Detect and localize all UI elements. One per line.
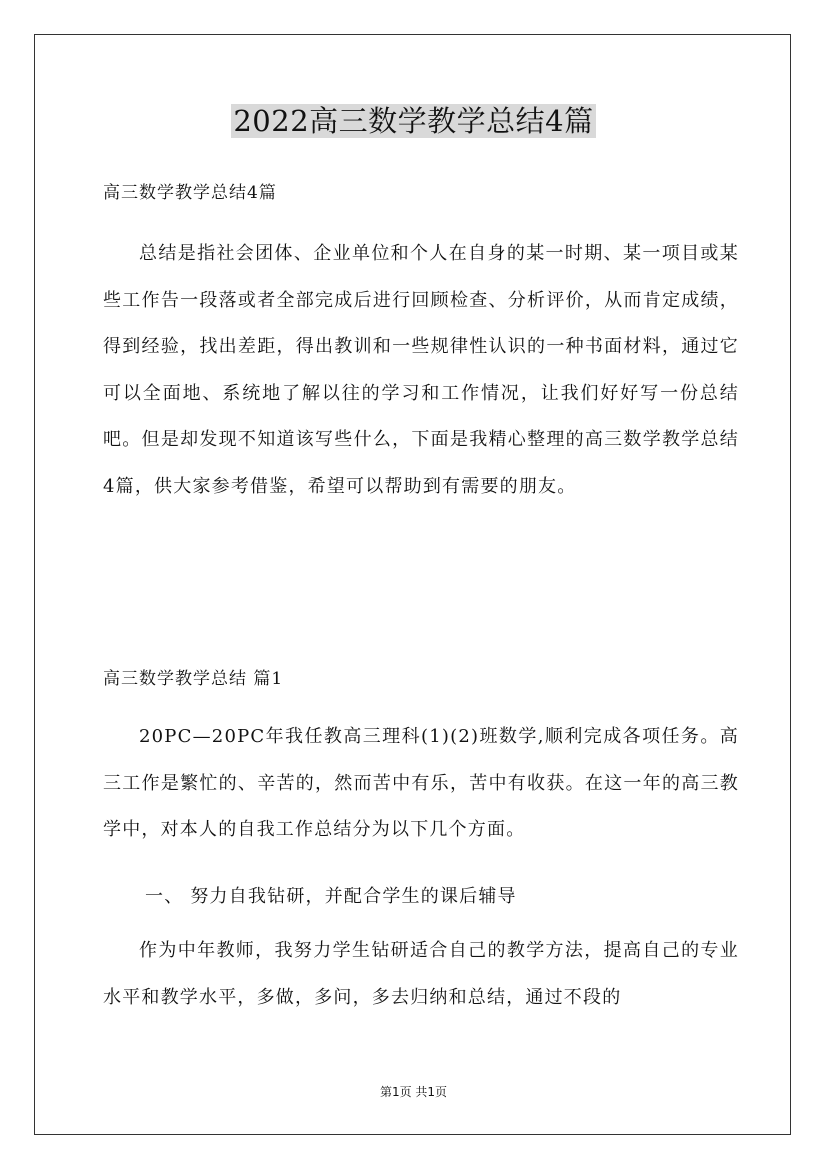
- section-paragraph: 20PC—20PC年我任教高三理科(1)(2)班数学,顺利完成各项任务。高三工作是繁忙的、辛苦的，然而苦中有乐，苦中有收获。在这一年的高三教学中，对本人的自我工作总结分为以下几个方面。: [103, 726, 739, 841]
- section-paragraph-continued: 作为中年教师，我努力学生钻研适合自己的教学方法，提高自己的专业水平和教学水平，多做，多问，多去归纳和总结，通过不段的: [103, 940, 739, 1008]
- point-heading: 一、 努力自我钻研，并配合学生的课后辅导: [145, 886, 517, 907]
- section-heading: 高三数学教学总结 篇1: [103, 669, 284, 689]
- document-title-text: 2022高三数学教学总结4篇: [233, 104, 594, 138]
- document-subtitle: 高三数学教学总结4篇: [103, 183, 277, 203]
- document-title: [0, 101, 827, 141]
- intro-paragraph: 总结是指社会团体、企业单位和个人在自身的某一时期、某一项目或某些工作告一段落或者全部完成后进行回顾检查、分析评价，从而肯定成绩，得到经验，找出差距，得出教训和一些规律性认识的一种书面材料，通过它可以全面地、系统地了解以往的学习和工作情况，让我们好好写一份总结吧。但是却发现不知道该写些什么，下面是我精心整理的高三数学教学总结4篇，供大家参考借鉴，希望可以帮助到有需要的朋友。: [103, 243, 739, 497]
- page-footer: 第1页 共1页: [379, 1085, 448, 1099]
